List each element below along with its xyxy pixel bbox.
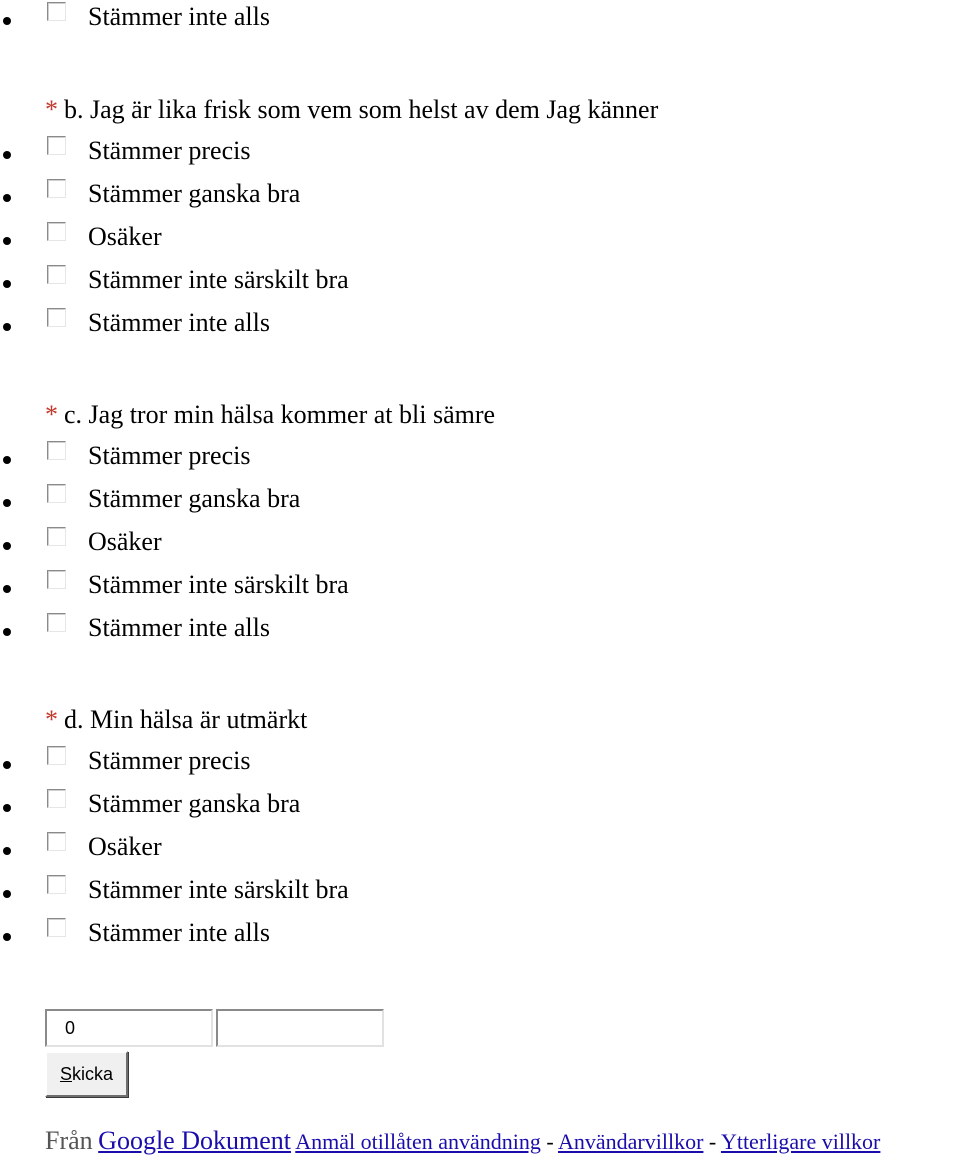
option-label[interactable]: Stämmer ganska bra	[88, 484, 301, 513]
checkbox[interactable]	[47, 570, 66, 589]
footer	[45, 1124, 880, 1159]
checkbox[interactable]	[47, 179, 66, 198]
bullet-icon	[3, 933, 11, 941]
bullet-icon	[3, 847, 11, 855]
bullet-icon	[3, 890, 11, 898]
required-star: *	[45, 95, 58, 124]
checkbox[interactable]	[47, 484, 66, 503]
checkbox[interactable]	[47, 875, 66, 894]
bullet-icon	[3, 542, 11, 550]
option-label[interactable]: Stämmer precis	[88, 136, 251, 165]
question-title: * b. Jag är lika frisk som vem som helst av dem Jag känner	[45, 95, 659, 124]
checkbox[interactable]	[47, 222, 66, 241]
option-row[interactable]	[0, 482, 600, 525]
option-row[interactable]	[0, 439, 600, 482]
bullet-icon	[3, 280, 11, 288]
option-label[interactable]: Stämmer ganska bra	[88, 179, 301, 208]
checkbox[interactable]	[47, 265, 66, 284]
option-label[interactable]: Stämmer inte särskilt bra	[88, 265, 349, 294]
checkbox[interactable]	[47, 527, 66, 546]
checkbox[interactable]	[47, 308, 66, 327]
bullet-icon	[3, 585, 11, 593]
bullet-icon	[3, 761, 11, 769]
bullet-icon	[3, 499, 11, 507]
terms-link[interactable]: Användarvillkor	[558, 1129, 704, 1154]
checkbox[interactable]	[47, 613, 66, 632]
option-label[interactable]: Stämmer precis	[88, 746, 251, 775]
bullet-icon	[3, 194, 11, 202]
option-label[interactable]: Stämmer inte alls	[88, 2, 270, 31]
footer-separator: -	[546, 1129, 554, 1154]
bullet-icon	[3, 628, 11, 636]
checkbox[interactable]	[47, 136, 66, 155]
checkbox[interactable]	[47, 441, 66, 460]
bullet-icon	[3, 323, 11, 331]
option-row[interactable]	[0, 830, 600, 873]
option-row[interactable]	[0, 916, 600, 959]
option-row[interactable]	[0, 263, 600, 306]
option-row[interactable]	[0, 306, 600, 349]
checkbox[interactable]	[47, 832, 66, 851]
bullet-icon	[3, 237, 11, 245]
option-row[interactable]	[0, 525, 600, 568]
option-row[interactable]	[0, 611, 600, 654]
submit-button[interactable]	[45, 1051, 128, 1097]
page-number-field[interactable]: 0	[45, 1009, 213, 1047]
question-title: * d. Min hälsa är utmärkt	[45, 705, 308, 734]
option-label[interactable]: Stämmer inte alls	[88, 918, 270, 947]
option-row[interactable]	[0, 873, 600, 916]
option-label[interactable]: Stämmer precis	[88, 441, 251, 470]
additional-terms-link[interactable]: Ytterligare villkor	[720, 1129, 881, 1154]
option-row[interactable]	[0, 134, 600, 177]
bullet-icon	[3, 804, 11, 812]
option-row-partial[interactable]	[0, 0, 600, 43]
bullet-icon	[3, 456, 11, 464]
question-title: * c. Jag tror min hälsa kommer at bli sämre	[45, 400, 496, 429]
option-label[interactable]: Stämmer inte särskilt bra	[88, 875, 349, 904]
checkbox[interactable]	[47, 918, 66, 937]
option-label[interactable]: Stämmer ganska bra	[88, 789, 301, 818]
option-row[interactable]	[0, 177, 600, 220]
option-label[interactable]: Osäker	[88, 527, 162, 556]
footer-from-label: Från	[45, 1126, 93, 1155]
option-label[interactable]: Stämmer inte alls	[88, 308, 270, 337]
option-row[interactable]	[0, 744, 600, 787]
checkbox[interactable]	[47, 2, 66, 21]
bullet-icon	[3, 17, 11, 25]
option-row[interactable]	[0, 220, 600, 263]
bullet-icon	[3, 151, 11, 159]
google-docs-link[interactable]: Google Dokument	[98, 1126, 291, 1155]
checkbox[interactable]	[47, 746, 66, 765]
text-field[interactable]	[216, 1009, 384, 1047]
option-label[interactable]: Stämmer inte särskilt bra	[88, 570, 349, 599]
required-star: *	[45, 705, 58, 734]
checkbox[interactable]	[47, 789, 66, 808]
option-label[interactable]: Osäker	[88, 222, 162, 251]
option-row[interactable]	[0, 787, 600, 830]
option-row[interactable]	[0, 568, 600, 611]
option-label[interactable]: Stämmer inte alls	[88, 613, 270, 642]
report-abuse-link[interactable]: Anmäl otillåten användning	[295, 1129, 541, 1154]
submit-access-key: S	[59, 1064, 72, 1084]
required-star: *	[45, 400, 58, 429]
footer-separator: -	[708, 1129, 717, 1154]
submit-label-rest: kicka	[72, 1064, 114, 1084]
option-label[interactable]: Osäker	[88, 832, 162, 861]
